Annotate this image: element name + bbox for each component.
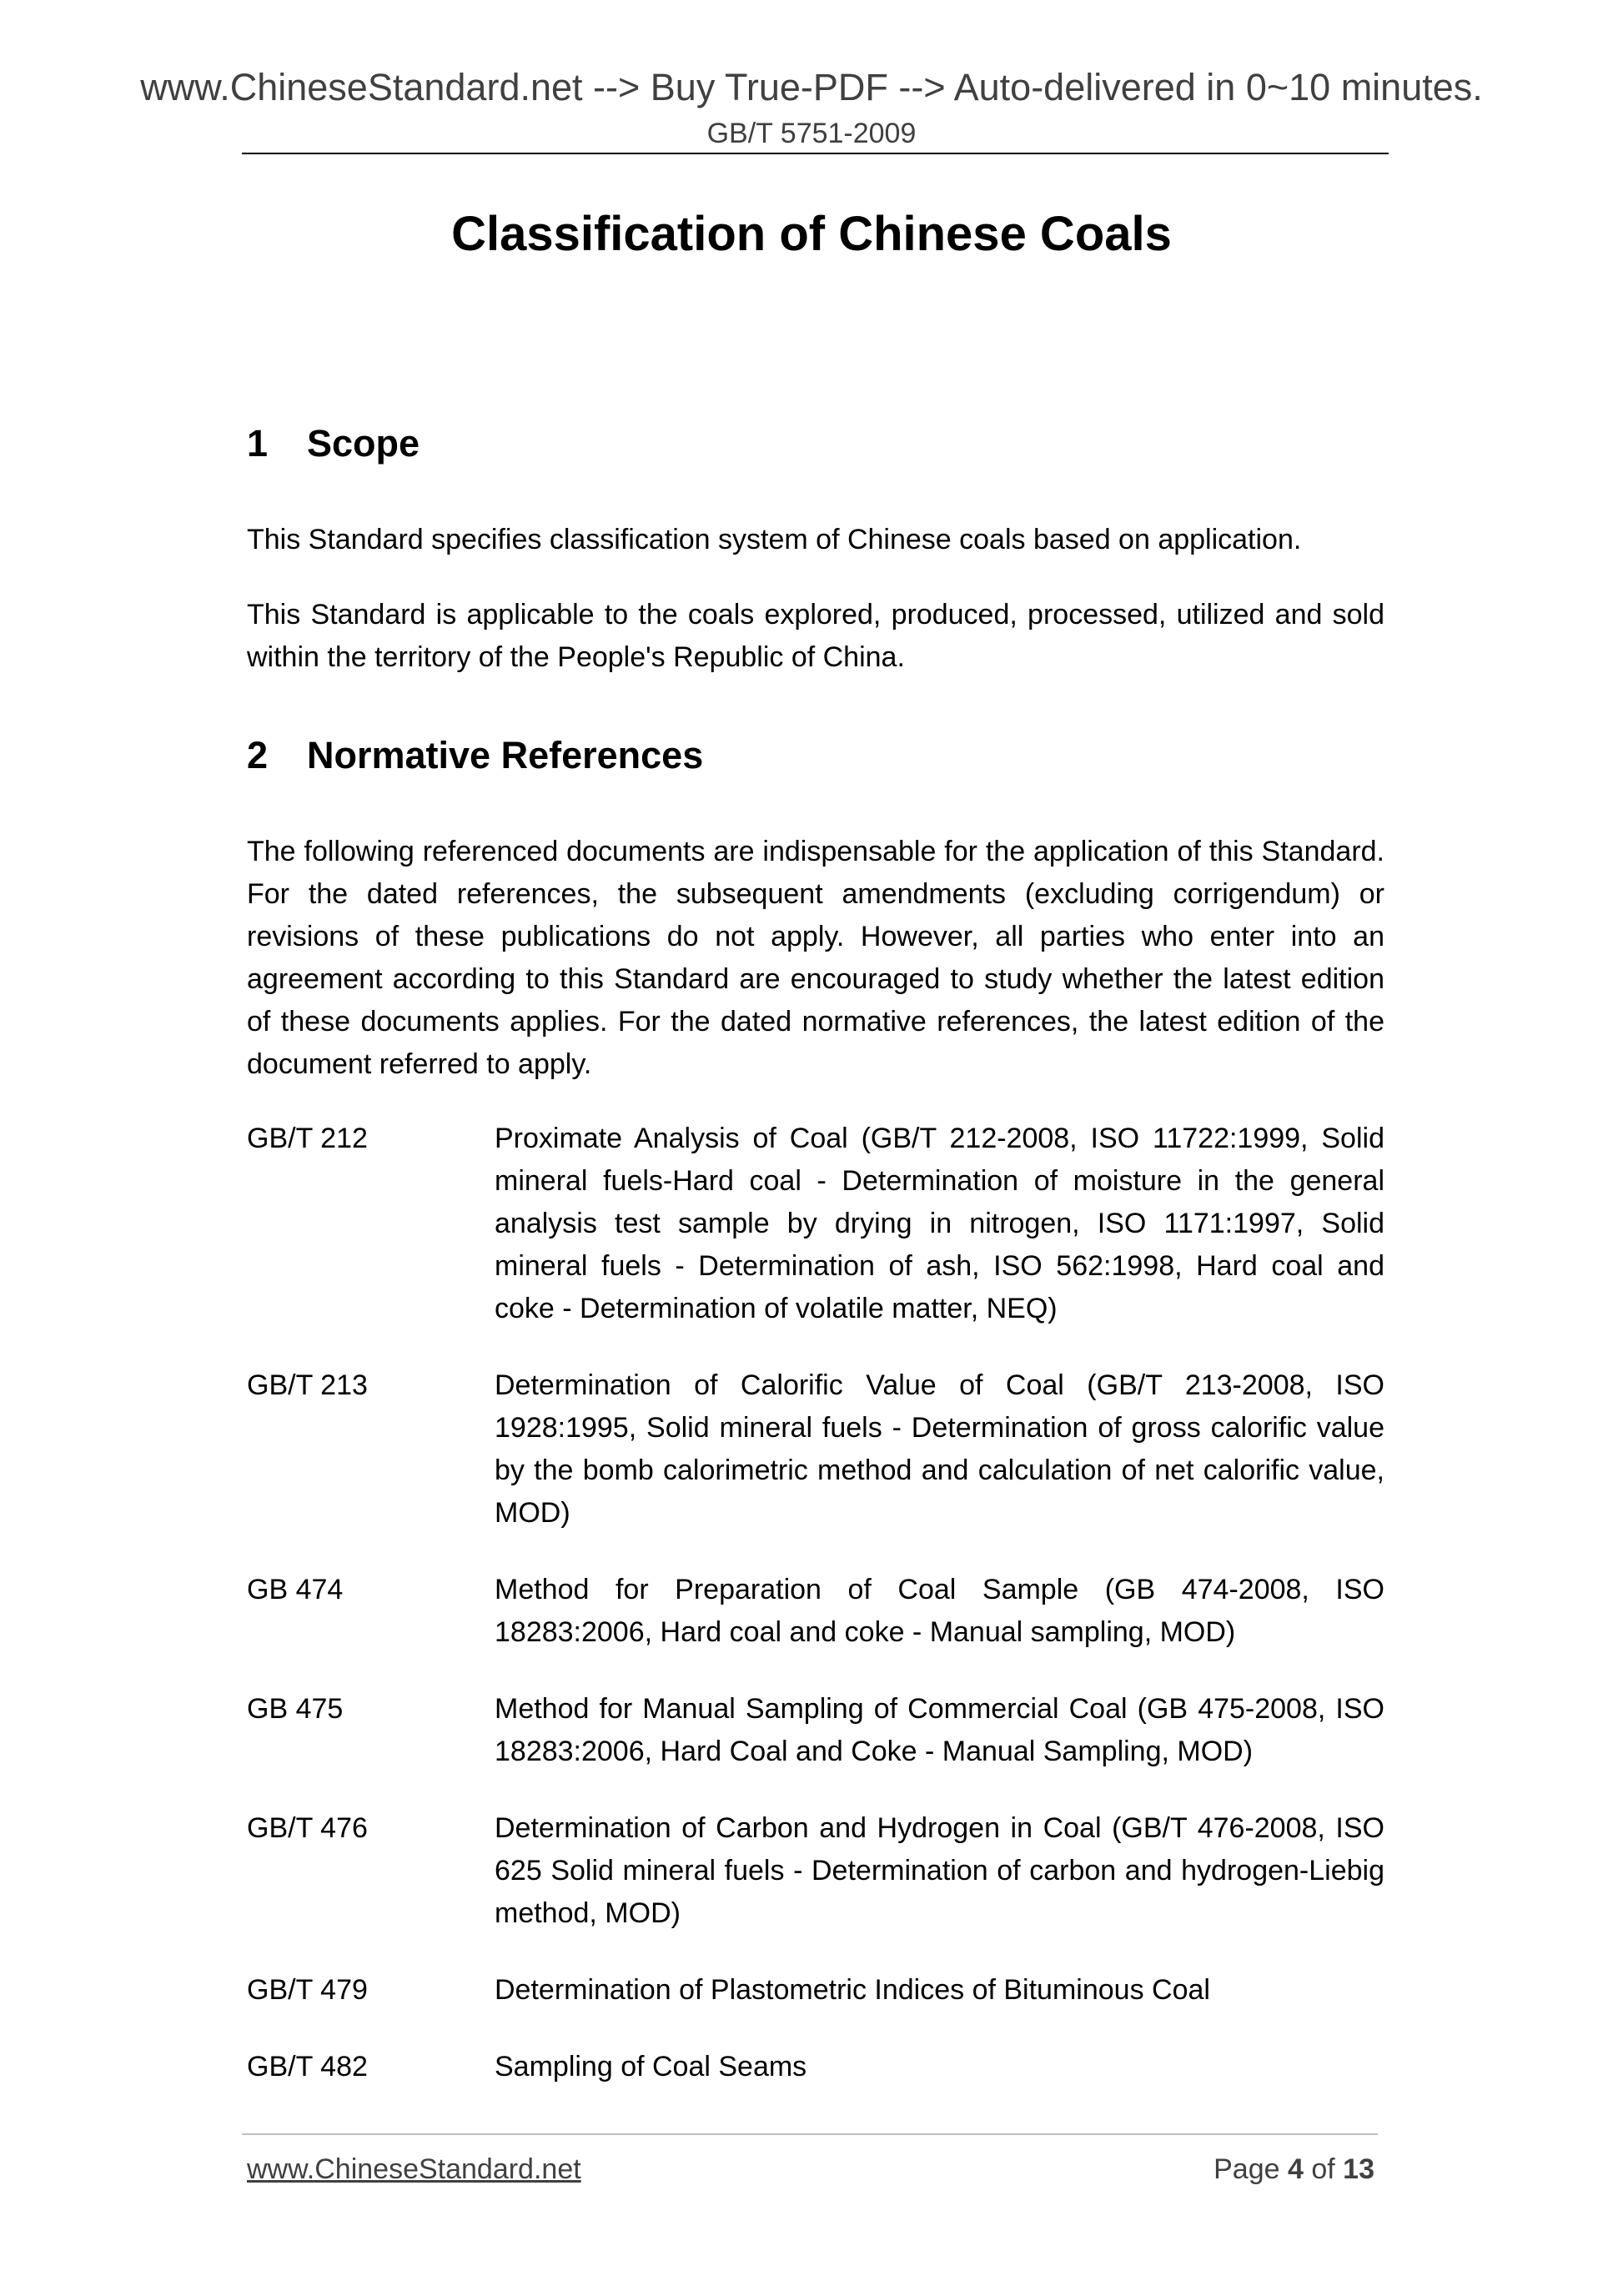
footer-divider xyxy=(242,2133,1378,2135)
footer-page-indicator xyxy=(1213,2153,1374,2186)
reference-item xyxy=(247,2046,1384,2088)
header-divider xyxy=(242,153,1389,154)
reference-item xyxy=(247,1569,1384,1654)
scope-paragraph-1: This Standard specifies classification system of Chinese coals based on application. xyxy=(247,524,1302,555)
reference-description: Method for Manual Sampling of Commercial Coal (GB 475-2008, ISO 18283:2006, Hard Coal and Coke - Manual Sampling, MOD) xyxy=(495,1693,1384,1767)
reference-code: GB/T 479 xyxy=(247,1974,368,2006)
reference-item xyxy=(247,1688,1384,1773)
reference-item xyxy=(247,1118,1384,1330)
scope-paragraph-2: This Standard is applicable to the coals explored, produced, processed, utilized and sold within the territory of the People's Republic of China. xyxy=(247,599,1384,673)
section-number: 1 xyxy=(247,422,269,465)
page-total: 13 xyxy=(1343,2153,1374,2185)
page-prefix: Page xyxy=(1213,2153,1280,2185)
reference-description: Sampling of Coal Seams xyxy=(495,2051,807,2082)
reference-description: Determination of Carbon and Hydrogen in Coal (GB/T 476-2008, ISO 625 Solid mineral fuels - Determination of carbon and hydrogen-Liebig method, MOD) xyxy=(495,1812,1384,1929)
reference-description: Determination of Calorific Value of Coal (GB/T 213-2008, ISO 1928:1995, Solid mineral fuels - Determination of gross calorific value by the bomb calorimetric method and calculation of net calorific value, MOD) xyxy=(495,1369,1384,1529)
reference-description: Proximate Analysis of Coal (GB/T 212-2008, ISO 11722:1999, Solid mineral fuels-Hard coal - Determination of moisture in the general analysis test sample by drying in nitrogen, ISO 1171:1997, Solid mineral fuels - Determination of ash, ISO 562:1998, Hard coal and coke - Determination of volatile matter, NEQ) xyxy=(495,1123,1384,1324)
reference-code: GB/T 212 xyxy=(247,1123,368,1154)
reference-description: Method for Preparation of Coal Sample (GB 474-2008, ISO 18283:2006, Hard coal and coke - Manual sampling, MOD) xyxy=(495,1574,1384,1648)
reference-code: GB/T 476 xyxy=(247,1812,368,1844)
reference-list xyxy=(247,1118,1384,2088)
header-standard-code: GB/T 5751-2009 xyxy=(706,118,917,149)
footer-site-link[interactable]: www.ChineseStandard.net xyxy=(247,2153,581,2185)
header-banner: www.ChineseStandard.net --> Buy True-PDF --> Auto-delivered in 0~10 minutes. xyxy=(140,66,1483,108)
document-title: Classification of Chinese Coals xyxy=(451,207,1172,261)
section-title: Scope xyxy=(307,422,420,465)
section-number: 2 xyxy=(247,734,269,776)
section-heading-scope xyxy=(247,421,420,466)
page-current: 4 xyxy=(1287,2153,1304,2185)
reference-item xyxy=(247,1969,1384,2012)
reference-code: GB/T 213 xyxy=(247,1369,368,1401)
section-title: Normative References xyxy=(307,734,704,776)
reference-code: GB/T 482 xyxy=(247,2051,368,2082)
page-of: of xyxy=(1311,2153,1335,2185)
reference-item xyxy=(247,1364,1384,1535)
reference-code: GB 475 xyxy=(247,1693,344,1725)
normative-references-paragraph: The following referenced documents are indispensable for the application of this Standard. For the dated references, the subsequent amendments (excluding corrigendum) or revisions of these publications do not apply. However, all parties who enter into an agreement according to this Standard are encouraged to study whether the latest edition of these documents applies. For the dated normative references, the latest edition of the document referred to apply. xyxy=(247,836,1384,1080)
reference-code: GB 474 xyxy=(247,1574,344,1605)
reference-item xyxy=(247,1807,1384,1935)
section-heading-normative-references xyxy=(247,733,703,778)
reference-description: Determination of Plastometric Indices of Bituminous Coal xyxy=(495,1974,1210,2006)
